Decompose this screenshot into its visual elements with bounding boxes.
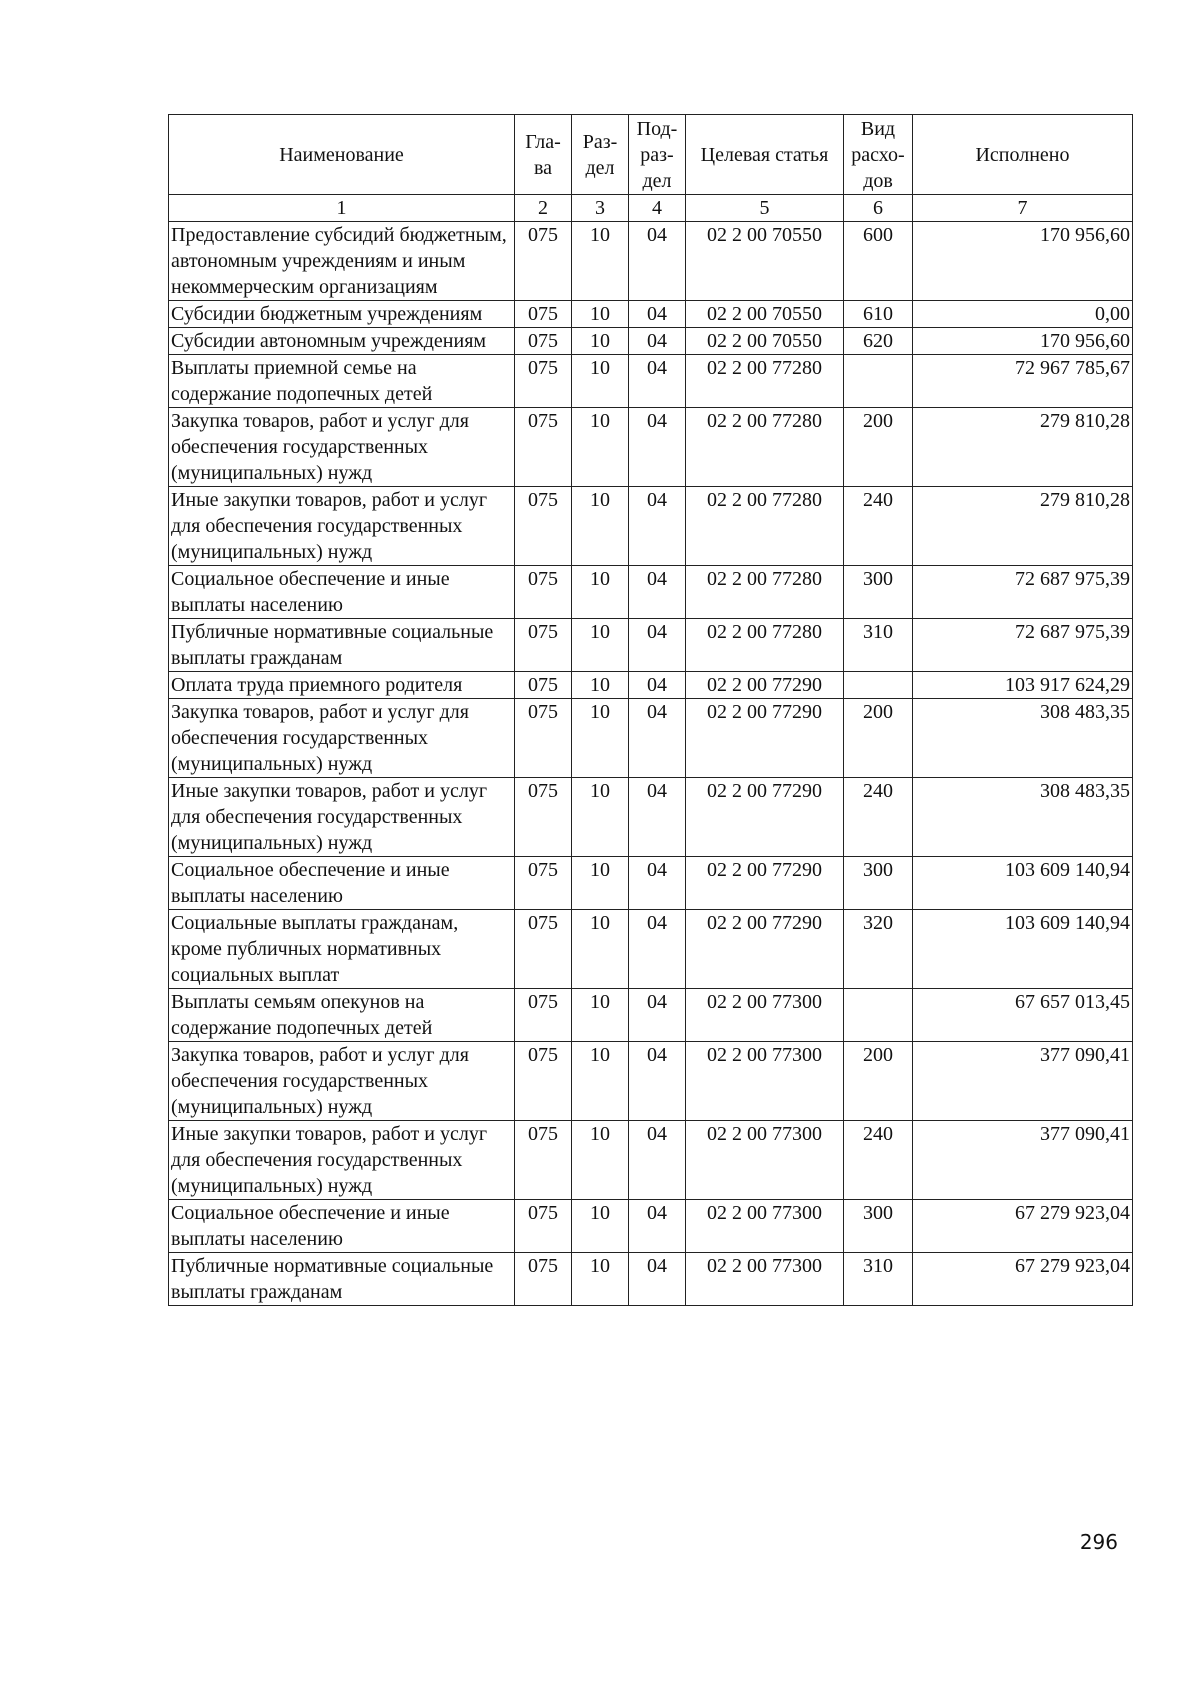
header-executed: Исполнено bbox=[913, 115, 1133, 195]
row-executed-cell: 72 967 785,67 bbox=[913, 355, 1133, 408]
row-razdel-cell: 10 bbox=[572, 778, 629, 857]
column-number: 1 bbox=[169, 195, 515, 222]
row-name-cell: Закупка товаров, работ и услуг для обеспечения государственных (муниципальных) нужд bbox=[169, 408, 515, 487]
row-podrazdel-cell: 04 bbox=[629, 328, 686, 355]
column-number: 7 bbox=[913, 195, 1133, 222]
row-podrazdel-cell: 04 bbox=[629, 857, 686, 910]
row-glava-cell: 075 bbox=[515, 408, 572, 487]
row-podrazdel-cell: 04 bbox=[629, 1121, 686, 1200]
row-podrazdel-cell: 04 bbox=[629, 1253, 686, 1306]
row-podrazdel-cell: 04 bbox=[629, 355, 686, 408]
row-podrazdel-cell: 04 bbox=[629, 699, 686, 778]
row-glava-cell: 075 bbox=[515, 1042, 572, 1121]
row-expense-type-cell: 310 bbox=[844, 1253, 913, 1306]
row-executed-cell: 67 279 923,04 bbox=[913, 1253, 1133, 1306]
row-expense-type-cell: 300 bbox=[844, 566, 913, 619]
row-name-cell: Выплаты семьям опекунов на содержание подопечных детей bbox=[169, 989, 515, 1042]
row-name-cell: Социальное обеспечение и иные выплаты населению bbox=[169, 857, 515, 910]
row-executed-cell: 103 609 140,94 bbox=[913, 910, 1133, 989]
table-row bbox=[169, 328, 1133, 355]
row-expense-type-cell: 300 bbox=[844, 857, 913, 910]
row-glava-cell: 075 bbox=[515, 619, 572, 672]
row-razdel-cell: 10 bbox=[572, 910, 629, 989]
row-target-article-cell: 02 2 00 77290 bbox=[686, 778, 844, 857]
row-executed-cell: 72 687 975,39 bbox=[913, 566, 1133, 619]
row-target-article-cell: 02 2 00 77300 bbox=[686, 1200, 844, 1253]
table-row bbox=[169, 222, 1133, 301]
row-expense-type-cell: 240 bbox=[844, 778, 913, 857]
row-executed-cell: 308 483,35 bbox=[913, 699, 1133, 778]
row-expense-type-cell bbox=[844, 989, 913, 1042]
row-executed-cell: 170 956,60 bbox=[913, 328, 1133, 355]
row-target-article-cell: 02 2 00 77300 bbox=[686, 1253, 844, 1306]
table-row bbox=[169, 355, 1133, 408]
row-target-article-cell: 02 2 00 77280 bbox=[686, 408, 844, 487]
row-razdel-cell: 10 bbox=[572, 487, 629, 566]
row-glava-cell: 075 bbox=[515, 989, 572, 1042]
row-podrazdel-cell: 04 bbox=[629, 408, 686, 487]
row-target-article-cell: 02 2 00 77290 bbox=[686, 910, 844, 989]
column-number-row bbox=[169, 195, 1133, 222]
row-podrazdel-cell: 04 bbox=[629, 672, 686, 699]
row-razdel-cell: 10 bbox=[572, 408, 629, 487]
row-podrazdel-cell: 04 bbox=[629, 778, 686, 857]
row-glava-cell: 075 bbox=[515, 699, 572, 778]
row-target-article-cell: 02 2 00 77280 bbox=[686, 619, 844, 672]
table-row bbox=[169, 672, 1133, 699]
row-expense-type-cell: 620 bbox=[844, 328, 913, 355]
row-expense-type-cell: 610 bbox=[844, 301, 913, 328]
header-name: Наименование bbox=[169, 115, 515, 195]
row-target-article-cell: 02 2 00 70550 bbox=[686, 328, 844, 355]
row-glava-cell: 075 bbox=[515, 301, 572, 328]
header-razdel: Раз-дел bbox=[572, 115, 629, 195]
row-executed-cell: 377 090,41 bbox=[913, 1042, 1133, 1121]
table-row bbox=[169, 910, 1133, 989]
row-expense-type-cell: 320 bbox=[844, 910, 913, 989]
row-name-cell: Выплаты приемной семье на содержание подопечных детей bbox=[169, 355, 515, 408]
row-podrazdel-cell: 04 bbox=[629, 487, 686, 566]
row-glava-cell: 075 bbox=[515, 566, 572, 619]
row-target-article-cell: 02 2 00 77290 bbox=[686, 672, 844, 699]
row-name-cell: Закупка товаров, работ и услуг для обеспечения государственных (муниципальных) нужд bbox=[169, 1042, 515, 1121]
table-row bbox=[169, 408, 1133, 487]
row-podrazdel-cell: 04 bbox=[629, 1042, 686, 1121]
table-row bbox=[169, 566, 1133, 619]
table-row bbox=[169, 857, 1133, 910]
row-executed-cell: 279 810,28 bbox=[913, 408, 1133, 487]
row-podrazdel-cell: 04 bbox=[629, 910, 686, 989]
row-name-cell: Предоставление субсидий бюджетным, автономным учреждениям и иным некоммерческим организациям bbox=[169, 222, 515, 301]
row-glava-cell: 075 bbox=[515, 857, 572, 910]
row-executed-cell: 377 090,41 bbox=[913, 1121, 1133, 1200]
header-target-article: Целевая статья bbox=[686, 115, 844, 195]
row-glava-cell: 075 bbox=[515, 672, 572, 699]
row-razdel-cell: 10 bbox=[572, 699, 629, 778]
row-name-cell: Социальное обеспечение и иные выплаты населению bbox=[169, 566, 515, 619]
row-razdel-cell: 10 bbox=[572, 857, 629, 910]
row-razdel-cell: 10 bbox=[572, 222, 629, 301]
table-header bbox=[169, 115, 1133, 222]
row-target-article-cell: 02 2 00 77300 bbox=[686, 989, 844, 1042]
table-row bbox=[169, 1042, 1133, 1121]
row-name-cell: Оплата труда приемного родителя bbox=[169, 672, 515, 699]
row-glava-cell: 075 bbox=[515, 328, 572, 355]
row-razdel-cell: 10 bbox=[572, 989, 629, 1042]
row-razdel-cell: 10 bbox=[572, 1200, 629, 1253]
column-number: 5 bbox=[686, 195, 844, 222]
row-podrazdel-cell: 04 bbox=[629, 301, 686, 328]
row-glava-cell: 075 bbox=[515, 910, 572, 989]
row-expense-type-cell: 300 bbox=[844, 1200, 913, 1253]
row-target-article-cell: 02 2 00 77280 bbox=[686, 487, 844, 566]
table-row bbox=[169, 989, 1133, 1042]
row-name-cell: Закупка товаров, работ и услуг для обеспечения государственных (муниципальных) нужд bbox=[169, 699, 515, 778]
header-expense-type: Вид расхо-дов bbox=[844, 115, 913, 195]
column-number: 3 bbox=[572, 195, 629, 222]
table-row bbox=[169, 778, 1133, 857]
row-expense-type-cell bbox=[844, 355, 913, 408]
table-row bbox=[169, 1121, 1133, 1200]
row-executed-cell: 308 483,35 bbox=[913, 778, 1133, 857]
row-glava-cell: 075 bbox=[515, 1253, 572, 1306]
row-razdel-cell: 10 bbox=[572, 328, 629, 355]
row-razdel-cell: 10 bbox=[572, 619, 629, 672]
row-podrazdel-cell: 04 bbox=[629, 566, 686, 619]
row-expense-type-cell: 200 bbox=[844, 699, 913, 778]
row-executed-cell: 103 609 140,94 bbox=[913, 857, 1133, 910]
row-name-cell: Иные закупки товаров, работ и услуг для обеспечения государственных (муниципальных) нужд bbox=[169, 487, 515, 566]
row-name-cell: Иные закупки товаров, работ и услуг для обеспечения государственных (муниципальных) нужд bbox=[169, 1121, 515, 1200]
row-expense-type-cell bbox=[844, 672, 913, 699]
table-row bbox=[169, 1200, 1133, 1253]
page-number: 296 bbox=[1079, 1530, 1118, 1554]
row-executed-cell: 0,00 bbox=[913, 301, 1133, 328]
table-row bbox=[169, 619, 1133, 672]
row-target-article-cell: 02 2 00 77280 bbox=[686, 355, 844, 408]
column-number: 4 bbox=[629, 195, 686, 222]
row-razdel-cell: 10 bbox=[572, 1042, 629, 1121]
header-glava: Гла-ва bbox=[515, 115, 572, 195]
row-name-cell: Субсидии автономным учреждениям bbox=[169, 328, 515, 355]
table-row bbox=[169, 1253, 1133, 1306]
row-name-cell: Иные закупки товаров, работ и услуг для обеспечения государственных (муниципальных) нужд bbox=[169, 778, 515, 857]
row-target-article-cell: 02 2 00 77290 bbox=[686, 857, 844, 910]
row-executed-cell: 103 917 624,29 bbox=[913, 672, 1133, 699]
row-executed-cell: 279 810,28 bbox=[913, 487, 1133, 566]
row-name-cell: Публичные нормативные социальные выплаты гражданам bbox=[169, 1253, 515, 1306]
table-body bbox=[169, 222, 1133, 1306]
row-target-article-cell: 02 2 00 77290 bbox=[686, 699, 844, 778]
row-glava-cell: 075 bbox=[515, 355, 572, 408]
budget-table bbox=[168, 114, 1133, 1306]
row-name-cell: Социальное обеспечение и иные выплаты населению bbox=[169, 1200, 515, 1253]
column-number: 2 bbox=[515, 195, 572, 222]
row-expense-type-cell: 200 bbox=[844, 1042, 913, 1121]
row-razdel-cell: 10 bbox=[572, 301, 629, 328]
row-razdel-cell: 10 bbox=[572, 566, 629, 619]
table-row bbox=[169, 699, 1133, 778]
row-podrazdel-cell: 04 bbox=[629, 222, 686, 301]
row-expense-type-cell: 240 bbox=[844, 487, 913, 566]
row-glava-cell: 075 bbox=[515, 1200, 572, 1253]
row-target-article-cell: 02 2 00 70550 bbox=[686, 301, 844, 328]
row-expense-type-cell: 310 bbox=[844, 619, 913, 672]
row-glava-cell: 075 bbox=[515, 1121, 572, 1200]
row-target-article-cell: 02 2 00 77300 bbox=[686, 1121, 844, 1200]
header-row bbox=[169, 115, 1133, 195]
row-glava-cell: 075 bbox=[515, 778, 572, 857]
row-glava-cell: 075 bbox=[515, 487, 572, 566]
row-podrazdel-cell: 04 bbox=[629, 619, 686, 672]
row-executed-cell: 72 687 975,39 bbox=[913, 619, 1133, 672]
row-executed-cell: 67 657 013,45 bbox=[913, 989, 1133, 1042]
column-number: 6 bbox=[844, 195, 913, 222]
row-target-article-cell: 02 2 00 77300 bbox=[686, 1042, 844, 1121]
row-expense-type-cell: 200 bbox=[844, 408, 913, 487]
row-expense-type-cell: 600 bbox=[844, 222, 913, 301]
table-row bbox=[169, 487, 1133, 566]
header-podrazdel: Под-раз-дел bbox=[629, 115, 686, 195]
row-podrazdel-cell: 04 bbox=[629, 989, 686, 1042]
row-target-article-cell: 02 2 00 70550 bbox=[686, 222, 844, 301]
row-razdel-cell: 10 bbox=[572, 1253, 629, 1306]
row-razdel-cell: 10 bbox=[572, 1121, 629, 1200]
row-razdel-cell: 10 bbox=[572, 355, 629, 408]
row-executed-cell: 170 956,60 bbox=[913, 222, 1133, 301]
row-expense-type-cell: 240 bbox=[844, 1121, 913, 1200]
table-row bbox=[169, 301, 1133, 328]
row-razdel-cell: 10 bbox=[572, 672, 629, 699]
row-name-cell: Публичные нормативные социальные выплаты гражданам bbox=[169, 619, 515, 672]
row-podrazdel-cell: 04 bbox=[629, 1200, 686, 1253]
row-glava-cell: 075 bbox=[515, 222, 572, 301]
row-executed-cell: 67 279 923,04 bbox=[913, 1200, 1133, 1253]
row-name-cell: Социальные выплаты гражданам, кроме публичных нормативных социальных выплат bbox=[169, 910, 515, 989]
row-name-cell: Субсидии бюджетным учреждениям bbox=[169, 301, 515, 328]
row-target-article-cell: 02 2 00 77280 bbox=[686, 566, 844, 619]
